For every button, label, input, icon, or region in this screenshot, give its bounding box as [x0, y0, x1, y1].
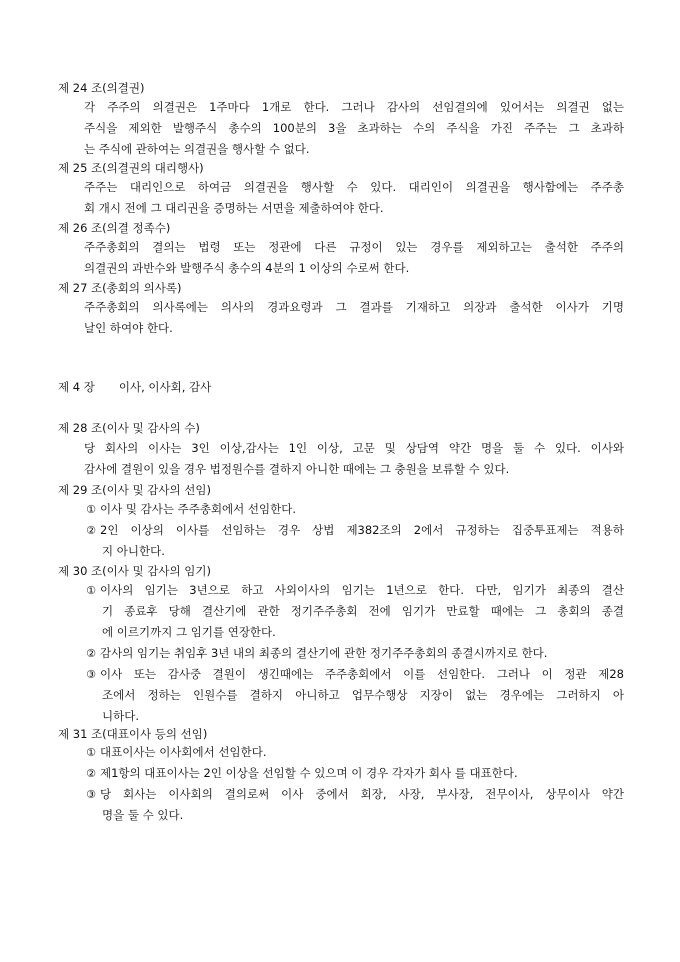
text-line: 당 회사는 이사회의 결의로써 이사 중에서 회장, 사장, 부사장, 전무이사, 상무이사 약간 — [100, 787, 624, 801]
article-title: 제 24 조(의결권) — [58, 81, 145, 95]
chapter-number: 제 4 장 — [58, 380, 95, 394]
text-line: 이사의 임기는 3년으로 하고 사외이사의 임기는 1년으로 한다. 다만, 임기가 최종의 결산 — [100, 583, 624, 597]
text-line: 감사의 임기는 취임후 3년 내의 최종의 결산기에 관한 정기주주총회의 종결시까지로 한다. — [100, 646, 548, 660]
item-number: ① — [86, 584, 96, 597]
text-line: 에 이르기까지 그 임기를 연장한다. — [102, 625, 276, 639]
text-line: 주주총회의 결의는 법령 또는 정관에 다른 규정이 있는 경우를 제외하고는 출석한 주주의 — [84, 240, 624, 254]
text-line: 회 개시 전에 그 대리권을 증명하는 서면을 제출하여야 한다. — [84, 201, 384, 215]
article-title: 제 31 조(대표이사 등의 선임) — [58, 727, 208, 741]
article-body — [84, 97, 624, 160]
text-line: 2인 이상의 이사를 선임하는 경우 상법 제382조의 2에서 규정하는 집중투표제는 적용하 — [100, 523, 624, 537]
text-line: 명을 둘 수 있다. — [102, 808, 184, 822]
text-line: 주주는 대리인으로 하여금 의결권을 행사할 수 있다. 대리인이 의결권을 행사함에는 주주총 — [84, 180, 624, 194]
article-title: 제 27 조(총회의 의사록) — [58, 281, 182, 295]
text-line: 의결권의 과반수와 발행주식 총수의 4분의 1 이상의 수로써 한다. — [84, 261, 410, 275]
chapter-title: 이사, 이사회, 감사 — [118, 380, 212, 394]
item-number: ③ — [86, 788, 96, 801]
item-number: ① — [86, 503, 96, 516]
chapter-heading — [58, 376, 211, 398]
item-number: ② — [86, 524, 96, 537]
text-line: 당 회사의 이사는 3인 이상,감사는 1인 이상, 고문 및 상담역 약간 명을 둘 수 있다. 이사와 — [84, 441, 624, 455]
text-line: 니하다. — [102, 709, 139, 723]
article-body — [84, 438, 624, 480]
article-title: 제 25 조(의결권의 대리행사) — [58, 161, 204, 175]
text-line: 날인 하여야 한다. — [84, 321, 173, 335]
text-line: 주주총회의 의사록에는 의사의 경과요령과 그 결과를 기재하고 의장과 출석한 이사가 기명 — [84, 300, 624, 314]
text-line: 주식을 제외한 발행주식 총수의 100분의 3을 초과하는 수의 주식을 가진 주주는 그 초과하 — [84, 121, 624, 135]
article-body — [84, 177, 624, 219]
item-number: ① — [86, 746, 96, 759]
text-line: 각 주주의 의결권은 1주마다 1개로 한다. 그러나 감사의 선임결의에 있어서는 의결권 없는 — [84, 100, 624, 114]
item-number: ② — [86, 647, 96, 660]
text-line: 이사 및 감사는 주주총회에서 선임한다. — [100, 502, 297, 516]
text-line: 지 아니한다. — [102, 544, 165, 558]
article-body — [84, 297, 624, 339]
text-line: 조에서 정하는 인원수를 결하지 아니하고 업무수행상 지장이 없는 경우에는 그러하지 아 — [102, 688, 624, 702]
text-line: 이사 또는 감사중 결원이 생긴때에는 주주총회에서 이를 선임한다. 그러나 이 정관 제28 — [100, 667, 624, 681]
article-title: 제 30 조(이사 및 감사의 임기) — [58, 564, 211, 578]
text-line: 는 주식에 관하여는 의결권을 행사할 수 없다. — [84, 142, 310, 156]
item-number: ③ — [86, 668, 96, 681]
article-title: 제 29 조(이사 및 감사의 선임) — [58, 483, 211, 497]
text-line: 기 종료후 당해 결산기에 관한 정기주주총회 전에 임기가 만료할 때에는 그 총회의 종결 — [102, 604, 624, 618]
text-line: 대표이사는 이사회에서 선임한다. — [100, 745, 267, 759]
article-body — [84, 237, 624, 279]
text-line: 제1항의 대표이사는 2인 이상을 선임할 수 있으며 이 경우 각자가 회사 를 대표한다. — [100, 766, 518, 780]
article-title: 제 28 조(이사 및 감사의 수) — [58, 421, 200, 435]
article-title: 제 26 조(의결 정족수) — [58, 221, 171, 235]
item-number: ② — [86, 767, 96, 780]
text-line: 감사에 결원이 있을 경우 법정원수를 결하지 아니한 때에는 그 충원을 보류할 수 있다. — [84, 462, 510, 476]
